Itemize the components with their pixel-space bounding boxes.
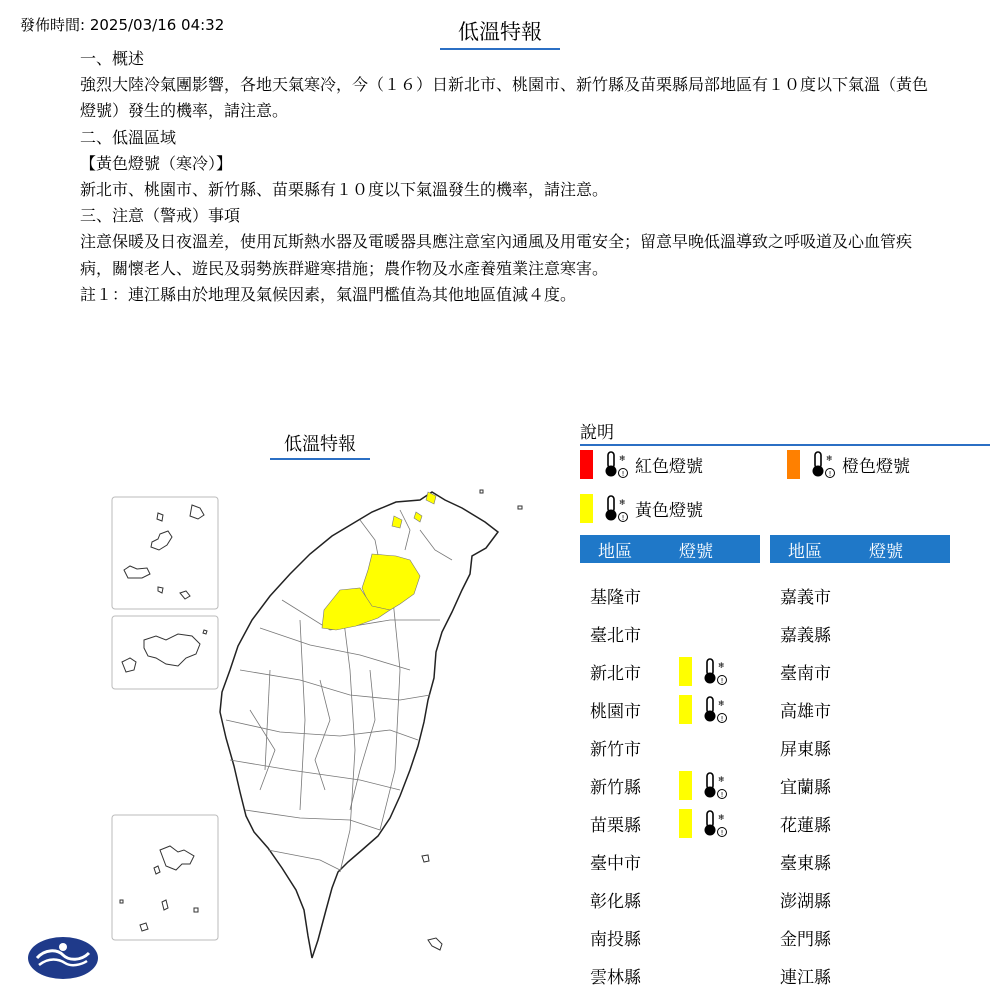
yellow-signal-heading: 【黃色燈號（寒冷）】	[80, 153, 233, 173]
svg-text:!: !	[720, 715, 724, 723]
region-name: 宜蘭縣	[780, 777, 831, 798]
region-row	[580, 690, 760, 728]
svg-text:!: !	[621, 470, 625, 478]
region-row	[770, 652, 950, 690]
bulletin-text	[80, 46, 930, 308]
region-row	[580, 804, 760, 842]
thermometer-low-icon	[806, 449, 836, 479]
region-row	[770, 880, 950, 918]
region-name: 臺中市	[590, 853, 641, 874]
yellow-signal	[679, 656, 734, 686]
region-name: 南投縣	[590, 929, 641, 950]
region-row	[770, 614, 950, 652]
region-name: 嘉義縣	[780, 625, 831, 646]
yellow-signal	[679, 694, 734, 724]
yellow-swatch	[679, 771, 692, 800]
region-row	[770, 804, 950, 842]
region-row	[770, 690, 950, 728]
region-row	[580, 918, 760, 956]
footnote-text: 註１：連江縣由於地理及氣候因素，氣溫門檻值為其他地區值減４度。	[80, 284, 577, 304]
region-row	[770, 956, 950, 994]
caution-text: 注意保暖及日夜溫差，使用瓦斯熱水器及電暖器具應注意室內通風及用電安全；留意早晚低溫導致之呼吸道及心血管疾病，關懷老人、遊民及弱勢族群避寒措施；農作物及水產養殖業注意寒害。	[80, 232, 913, 278]
section-heading-overview: 一、概述	[80, 49, 145, 68]
region-row	[580, 614, 760, 652]
table-header-right	[770, 535, 950, 563]
svg-text:!: !	[720, 829, 724, 837]
section-heading-caution: 三、注意（警戒）事項	[80, 206, 241, 226]
region-row	[580, 956, 760, 994]
region-row	[580, 576, 760, 614]
region-row	[770, 728, 950, 766]
region-name: 花蓮縣	[780, 815, 831, 836]
region-row	[770, 842, 950, 880]
region-name: 新北市	[590, 663, 641, 684]
legend-orange	[787, 449, 910, 479]
orange-swatch	[787, 450, 800, 479]
region-row	[580, 766, 760, 804]
region-name: 臺南市	[780, 663, 831, 684]
region-name: 臺北市	[590, 625, 641, 646]
region-name: 基隆市	[590, 587, 641, 608]
yellow-signal	[679, 770, 734, 800]
region-name: 連江縣	[780, 967, 831, 988]
svg-text:!: !	[720, 791, 724, 799]
region-name: 彰化縣	[590, 891, 641, 912]
header-region: 地區	[788, 541, 822, 562]
legend-red	[580, 449, 703, 479]
legend-red-label: 紅色燈號	[635, 456, 703, 477]
yellow-swatch	[580, 494, 593, 523]
region-name: 新竹縣	[590, 777, 641, 798]
svg-text:❄: ❄	[718, 775, 725, 784]
svg-text:❄: ❄	[619, 454, 626, 463]
region-name: 苗栗縣	[590, 815, 641, 836]
svg-text:❄: ❄	[619, 498, 626, 507]
area-text: 新北市、桃園市、新竹縣、苗栗縣有１０度以下氣溫發生的機率，請注意。	[80, 180, 609, 200]
table-header-left	[580, 535, 760, 563]
taiwan-main-island	[220, 492, 498, 958]
page-title: 低溫特報	[440, 16, 560, 50]
header-signal: 燈號	[869, 541, 903, 562]
region-row	[770, 918, 950, 956]
svg-text:❄: ❄	[718, 699, 725, 708]
region-row	[580, 842, 760, 880]
taiwan-map	[100, 470, 540, 995]
region-name: 臺東縣	[780, 853, 831, 874]
svg-text:!: !	[720, 677, 724, 685]
svg-text:!: !	[828, 470, 832, 478]
region-row	[770, 576, 950, 614]
yellow-swatch	[679, 695, 692, 724]
region-name: 桃園市	[590, 701, 641, 722]
svg-text:❄: ❄	[826, 454, 833, 463]
yellow-swatch	[679, 809, 692, 838]
inset-penghu-box	[112, 815, 218, 940]
svg-text:❄: ❄	[718, 813, 725, 822]
thermometer-low-icon	[698, 808, 728, 838]
thermometer-low-icon	[698, 656, 728, 686]
thermometer-low-icon	[698, 694, 728, 724]
legend-orange-label: 橙色燈號	[842, 456, 910, 477]
overview-text: 強烈大陸冷氣團影響，各地天氣寒冷，今（１６）日新北市、桃園市、新竹縣及苗栗縣局部地區有１０度以下氣溫（黃色燈號）發生的機率，請注意。	[80, 75, 929, 121]
legend-title: 說明	[580, 418, 990, 446]
yellow-signal	[679, 808, 734, 838]
thermometer-low-icon	[599, 493, 629, 523]
region-row	[770, 766, 950, 804]
region-name: 澎湖縣	[780, 891, 831, 912]
section-heading-area: 二、低溫區域	[80, 127, 177, 147]
region-name: 高雄市	[780, 701, 831, 722]
yellow-swatch	[679, 657, 692, 686]
region-name: 屏東縣	[780, 739, 831, 760]
legend-yellow-label: 黃色燈號	[635, 500, 703, 521]
header-signal: 燈號	[679, 541, 713, 562]
svg-text:❄: ❄	[718, 661, 725, 670]
region-name: 嘉義市	[780, 587, 831, 608]
thermometer-low-icon	[599, 449, 629, 479]
svg-text:!: !	[621, 514, 625, 522]
publish-time: 發佈時間: 2025/03/16 04:32	[20, 16, 225, 34]
red-swatch	[580, 450, 593, 479]
map-title: 低溫特報	[270, 430, 370, 460]
thermometer-low-icon	[698, 770, 728, 800]
region-name: 金門縣	[780, 929, 831, 950]
region-row	[580, 728, 760, 766]
cwa-logo-icon	[27, 935, 99, 981]
legend-yellow	[580, 493, 703, 523]
header-region: 地區	[598, 541, 632, 562]
region-row	[580, 652, 760, 690]
region-name: 新竹市	[590, 739, 641, 760]
region-name: 雲林縣	[590, 967, 641, 988]
region-row	[580, 880, 760, 918]
